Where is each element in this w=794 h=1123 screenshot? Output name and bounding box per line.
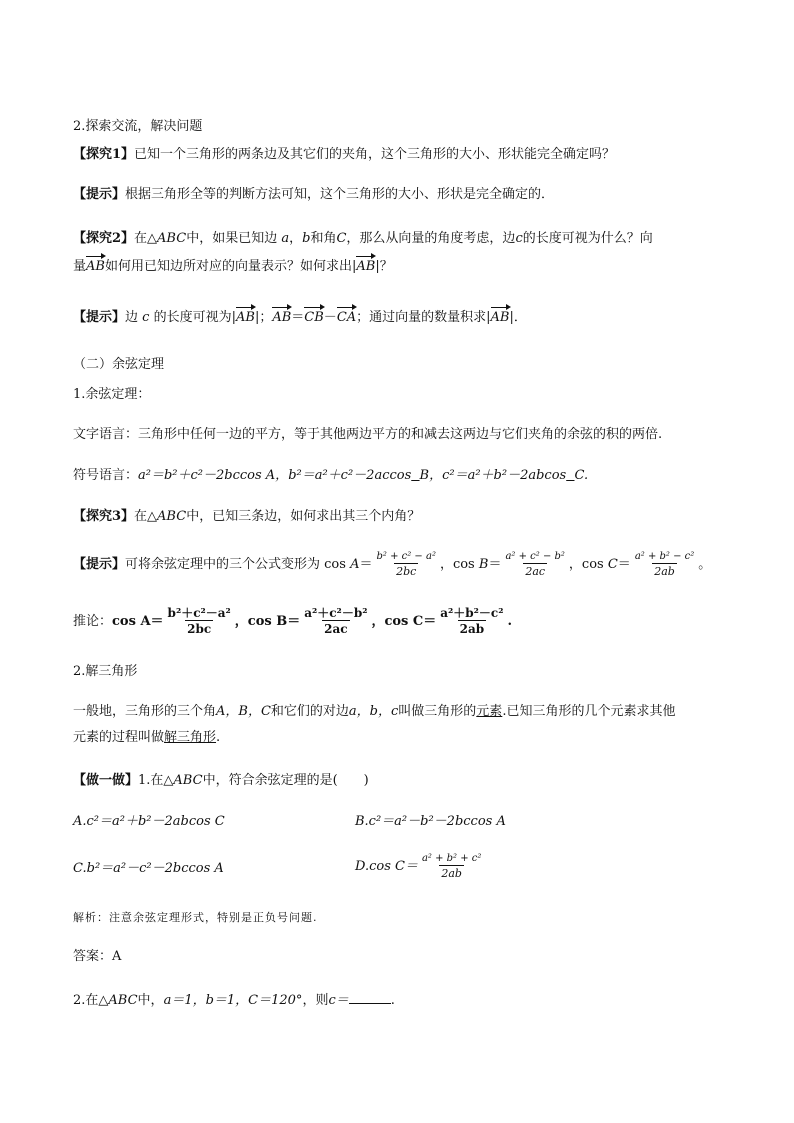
vector-ab: AB xyxy=(235,310,255,325)
question-2: 2.在△ABC中，a＝1，b＝1，C＝120°，则c＝ . xyxy=(73,993,395,1008)
solve-triangle-para-line-2: 元素的过程叫做解三角形. xyxy=(73,730,221,745)
solve-triangle-para-line-1: 一般地，三角形的三个角A，B，C和它们的对边a，b，c叫做三角形的元素.已知三角形的几个元素求其他 xyxy=(73,704,676,719)
sub-heading-cosine-law: 1.余弦定理： xyxy=(73,387,151,402)
answer: 答案：A xyxy=(73,949,122,964)
fraction-cos-a: $\frac{\text{b² + c² − a²}}{2bc}$ xyxy=(376,551,436,578)
section-heading-explore: 2.探索交流，解决问题 xyxy=(73,119,203,134)
vector-ab: AB xyxy=(356,259,376,274)
symbol-language: 符号语言：a²＝b²＋c²－2bccos A，b²＝a²＋c²－2accos B，c²＝a²＋b²－2abcos C. xyxy=(73,468,589,483)
vector-ab: AB xyxy=(86,259,105,274)
text-language: 文字语言：三角形中任何一边的平方，等于其他两边平方的和减去这两边与它们夹角的余弦的积的两倍. xyxy=(73,427,663,442)
corollary: 推论：cos A＝ $\frac{\text{b²＋c²－a²}}{2bc}$ ，cos B＝ $\frac{\text{a²＋c²－b²}}{2ac}$ ，cos C＝ $\frac{\text{a²＋b²－c²}}{2ab}$ . xyxy=(73,606,513,636)
hint-2: 【提示】边 c 的长度可视为|AB|；AB＝CB－CA；通过向量的数量积求|AB|． xyxy=(73,310,527,325)
hint-3: 【提示】可将余弦定理中的三个公式变形为 cos A＝ $\frac{\text{b² + c² − a²}}{2bc}$ ，cos B＝ $\frac{\text{a² + c² − b²}}{2ac}$ ，cos C＝ $\frac{\text{a² + b² − c²}}{2ab}$ 。 xyxy=(73,551,712,578)
explore-2-line-2: 量AB如何用已知边所对应的向量表示？如何求出|AB|？ xyxy=(73,259,393,274)
option-d-fraction: $\frac{\text{a² + b² + c²}}{2ab}$ xyxy=(421,853,482,880)
corollary-fraction-b: $\frac{\text{a²＋c²－b²}}{2ac}$ xyxy=(304,606,368,636)
vector-ab: AB xyxy=(490,310,510,325)
fraction-cos-b: $\frac{\text{a² + c² − b²}}{2ac}$ xyxy=(505,551,565,578)
analysis: 解析：注意余弦定理形式，特别是正负号问题. xyxy=(73,911,318,924)
explore-1: 【探究1】已知一个三角形的两条边及其它们的夹角，这个三角形的大小、形状能完全确定吗？ xyxy=(73,147,616,162)
hint-1: 【提示】根据三角形全等的判断方法可知，这个三角形的大小、形状是完全确定的． xyxy=(73,187,555,202)
fraction-cos-c: $\frac{\text{a² + b² − c²}}{2ab}$ xyxy=(634,551,695,578)
option-a: A.c²＝a²＋b²－2abcos C xyxy=(73,814,225,829)
corollary-fraction-a: $\frac{\text{b²＋c²－a²}}{2bc}$ xyxy=(167,606,231,636)
section-heading-solve-triangle: 2.解三角形 xyxy=(73,664,138,679)
vector-ab: AB xyxy=(272,310,292,325)
answer-blank[interactable] xyxy=(349,991,391,1004)
option-b: B.c²＝a²－b²－2bccos A xyxy=(355,814,506,829)
section-heading-cosine-law: （二）余弦定理 xyxy=(73,357,165,372)
vector-ca: CA xyxy=(336,310,357,325)
option-d: D.cos C＝ $\frac{\text{a² + b² + c²}}{2ab}$ xyxy=(355,853,482,880)
explore-2-line-1: 【探究2】在△ABC中，如果已知边 a，b和角C，那么从向量的角度考虑，边c的长度可视为什么？向 xyxy=(73,231,653,246)
corollary-fraction-c: $\frac{\text{a²＋b²－c²}}{2ab}$ xyxy=(440,606,504,636)
try-question-1: 【做一做】1.在△ABC中，符合余弦定理的是( ) xyxy=(73,773,369,788)
vector-cb: CB xyxy=(304,310,324,325)
option-c: C.b²＝a²－c²－2bccos A xyxy=(73,861,224,876)
explore-3: 【探究3】在△ABC中，已知三条边，如何求出其三个内角？ xyxy=(73,509,421,524)
